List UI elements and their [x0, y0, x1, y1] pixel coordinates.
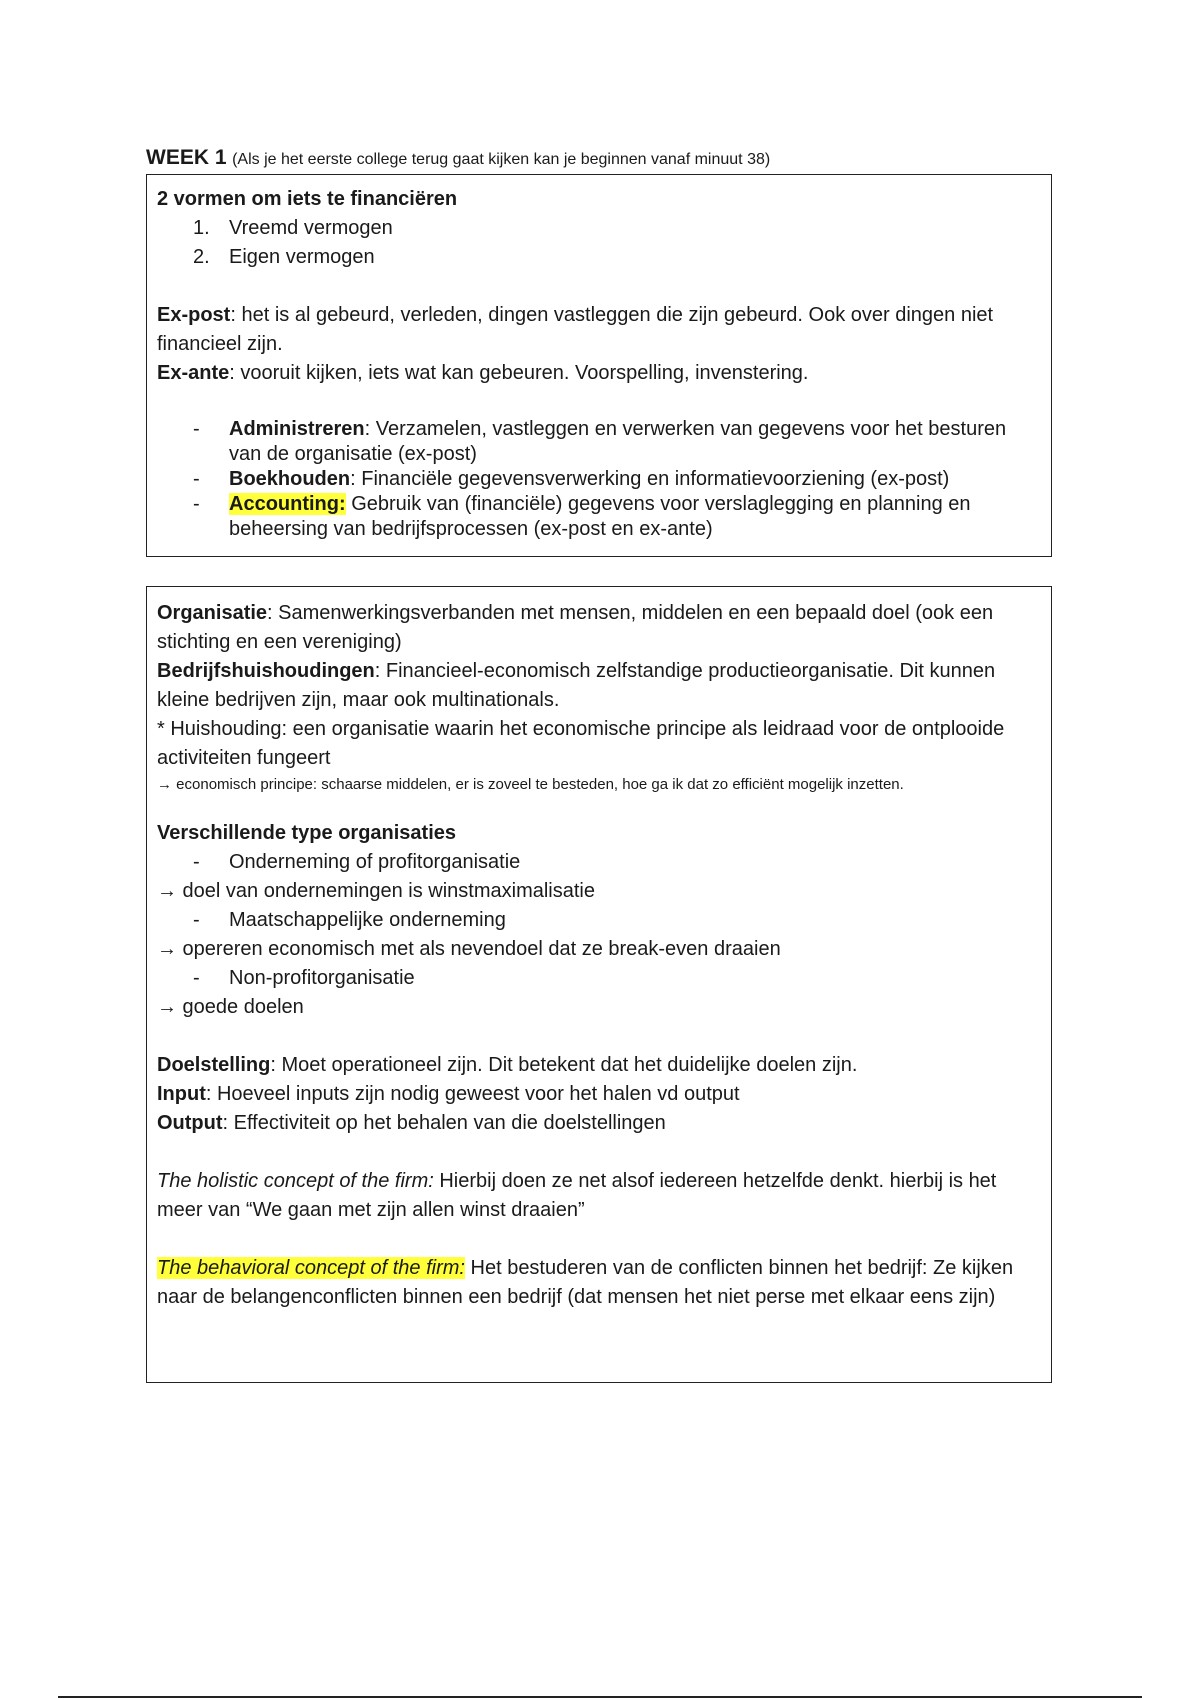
list-item [157, 243, 1041, 272]
type-item [157, 848, 1041, 877]
definition-item [157, 417, 1041, 467]
dash-bullet: - [193, 909, 200, 931]
types-list-1 [157, 848, 1041, 877]
type-item [157, 964, 1041, 993]
definition-term: Boekhouden [229, 468, 351, 490]
organisatie-paragraph [157, 599, 1041, 657]
holistic-term: The holistic concept of the firm: [157, 1170, 434, 1192]
list-text: Vreemd vermogen [229, 217, 393, 239]
types-list-3 [157, 964, 1041, 993]
type-text: Non-profitorganisatie [229, 967, 415, 989]
organisatie-term: Organisatie [157, 602, 268, 624]
dash-bullet: - [193, 851, 200, 873]
dash-bullet: - [193, 418, 200, 440]
type-note: → opereren economisch met als nevendoel dat ze break-even draaien [157, 938, 781, 960]
definition-text: : Financiële gegevensverwerking en informatievoorziening (ex-post) [350, 468, 950, 490]
doelstelling-paragraph [157, 1051, 1041, 1080]
expost-text: : het is al gebeurd, verleden, dingen vastleggen die zijn gebeurd. Ook over dingen niet financieel zijn. [157, 304, 994, 355]
dash-bullet: - [193, 967, 200, 989]
definition-item [157, 492, 1041, 542]
week-heading [146, 146, 770, 170]
footer-rule [58, 1696, 1142, 1698]
exante-term: Ex-ante [157, 362, 230, 384]
definition-text: Gebruik van (financiële) gegevens voor verslaglegging en planning en beheersing van bedrijfsprocessen (ex-post en ex-ante) [229, 493, 971, 540]
holistic-text: Hierbij doen ze net alsof iedereen hetzelfde denkt. hierbij is het meer van “We gaan met zijn allen winst draaien” [157, 1170, 997, 1221]
types-title: Verschillende type organisaties [157, 822, 457, 844]
financing-box [146, 174, 1052, 557]
exante-text: : vooruit kijken, iets wat kan gebeuren. Voorspelling, invenstering. [229, 362, 809, 384]
definition-term: Administreren [229, 418, 365, 440]
dash-bullet: - [193, 493, 200, 515]
list-number: 1. [193, 217, 210, 239]
output-term: Output [157, 1112, 223, 1134]
bedrijfshuishoudingen-term: Bedrijfshuishoudingen [157, 660, 375, 682]
input-text: : Hoeveel inputs zijn nodig geweest voor het halen vd output [205, 1083, 740, 1105]
expost-term: Ex-post [157, 304, 231, 326]
definition-text: : Verzamelen, vastleggen en verwerken van gegevens voor het besturen van de organisatie (ex-post) [229, 418, 1007, 465]
organisation-box [146, 586, 1052, 1383]
type-note: → goede doelen [157, 996, 304, 1018]
week-note: (Als je het eerste college terug gaat kijken kan je beginnen vanaf minuut 38) [232, 151, 771, 168]
dash-bullet: - [193, 468, 200, 490]
organisatie-text: : Samenwerkingsverbanden met mensen, middelen en een bepaald doel (ook een stichting en een vereniging) [157, 602, 994, 653]
huishouding-paragraph: * Huishouding: een organisatie waarin het economische principe als leidraad voor de ontplooide activiteiten fungeert [157, 718, 1005, 769]
behavioral-paragraph [157, 1254, 1041, 1312]
type-text: Onderneming of profitorganisatie [229, 851, 521, 873]
bedrijfshuishoudingen-text: : Financieel-economisch zelfstandige productieorganisatie. Dit kunnen kleine bedrijven zijn, maar ook multinationals. [157, 660, 996, 711]
behavioral-text: Het bestuderen van de conflicten binnen het bedrijf: Ze kijken naar de belangenconflicten binnen een bedrijf (dat mensen het niet perse met elkaar eens zijn) [157, 1257, 1014, 1308]
list-text: Eigen vermogen [229, 246, 375, 268]
financing-title: 2 vormen om iets te financiëren [157, 188, 458, 210]
type-note: → doel van ondernemingen is winstmaximalisatie [157, 880, 595, 902]
doelstelling-term: Doelstelling [157, 1054, 271, 1076]
bedrijfshuishoudingen-paragraph [157, 657, 1041, 715]
expost-paragraph [157, 301, 1041, 359]
list-number: 2. [193, 246, 210, 268]
output-text: : Effectiviteit op het behalen van die doelstellingen [222, 1112, 666, 1134]
definition-term-highlighted: Accounting: [229, 493, 346, 515]
list-item [157, 214, 1041, 243]
input-paragraph [157, 1080, 1041, 1109]
type-item [157, 906, 1041, 935]
financing-list [157, 214, 1041, 272]
behavioral-term-highlighted: The behavioral concept of the firm: [157, 1257, 465, 1279]
doelstelling-text: : Moet operationeel zijn. Dit betekent dat het duidelijke doelen zijn. [270, 1054, 858, 1076]
exante-paragraph [157, 359, 1041, 388]
input-term: Input [157, 1083, 206, 1105]
types-list-2 [157, 906, 1041, 935]
definitions-list [157, 417, 1041, 542]
definition-item [157, 467, 1041, 492]
holistic-paragraph [157, 1167, 1041, 1225]
week-label: WEEK 1 [146, 146, 227, 169]
principe-note: → economisch principe: schaarse middelen, er is zoveel te besteden, hoe ga ik dat zo efficiënt mogelijk inzetten. [157, 776, 904, 793]
output-paragraph [157, 1109, 1041, 1138]
type-text: Maatschappelijke onderneming [229, 909, 506, 931]
